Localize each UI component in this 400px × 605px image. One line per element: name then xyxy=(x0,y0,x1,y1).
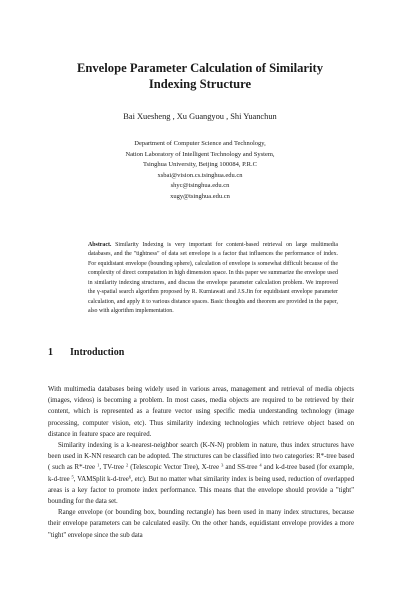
text-run: and k-d-tree based (for example, k-d-tree xyxy=(48,464,354,483)
citation-superscript: 5 xyxy=(71,474,74,480)
email-address: xugy@tsinghua.edu.cn xyxy=(170,192,230,200)
citation-superscript: 4 xyxy=(259,462,262,468)
paragraph: Range envelope (or bounding box, bounding rectangle) has been used in many index structures, because their envelope parameters can be calculated easily. On the other hands, equidistant envelope provides a more "tight" envelope since the sub data xyxy=(48,509,354,539)
text-run: (Telescopic Vector Tree), X-tree xyxy=(128,464,222,472)
text-run: , TV-tree xyxy=(99,464,126,472)
citation-superscript: 1 xyxy=(97,462,100,468)
title-line-2: Indexing Structure xyxy=(148,77,252,91)
section-number: 1 xyxy=(48,347,53,358)
author-list: Bai Xuesheng , Xu Guangyou , Shi Yuanchun xyxy=(123,112,277,121)
body-text xyxy=(48,384,354,541)
text-run: , VAMSplit k-d-tree xyxy=(73,475,129,483)
affiliation-line: Department of Computer Science and Technology, xyxy=(134,140,266,147)
citation-superscript: 2 xyxy=(125,462,129,468)
email-address: xsbai@vision.cs.tsinghua.edu.cn xyxy=(157,171,243,179)
citation-superscript: 6 xyxy=(128,474,132,480)
abstract xyxy=(88,241,338,317)
affiliation-line: Tsinghua University, Beijing 100084, P.R.C xyxy=(143,161,257,169)
abstract-label: Abstract. xyxy=(88,242,112,248)
paragraph: With multimedia databases being widely used in various areas, management and retrieval of media objects (images, videos) is becoming a problem. In most cases, media objects are required to be retrieved by their content, which is represented as a feature vector using specific media understanding technology (image processing, computer vision, etc). Thus similarity indexing technologies which retrieve object based on distance in feature space are required. xyxy=(48,386,354,438)
text-run: and SS-tree xyxy=(223,464,260,472)
abstract-text: Similarity Indexing is very important for content-based retrieval on large multimedia databases, and the "tightness" of data set envelope is a factor that influences the performance of index. For equidistant envelope (bounding sphere), calculation of envelope is somewhat difficult because of the complexity of direct computation in high dimension space. In this paper we summarize the envelope used in similarity indexing structures, and discuss the envelope parameter calculation problem. We improved the γ-spatial search algorithm proposed by R. Kurniawati and J.S.Jin for equidistant envelope parameter calculation, and apply it to various distance spaces. Basic thoughts and theorem are provided in the paper, also with algorithm implementation. xyxy=(88,242,338,315)
paper-title xyxy=(60,60,340,92)
citation-superscript: 3 xyxy=(221,462,224,468)
section-title: Introduction xyxy=(70,347,125,358)
affiliation-block xyxy=(40,139,360,203)
affiliation-line: Nation Laboratory of Intelligent Technology and System, xyxy=(125,150,275,158)
section-heading xyxy=(48,347,348,359)
email-address: shyc@tsinghua.edu.cn xyxy=(170,182,230,190)
paragraph xyxy=(48,440,354,507)
text-run: Similarity indexing is a k-nearest-neighbor search (K-N-N) problem in nature, thus index structures have been used in K-NN research can be adopted. The structures can be classified into two categories: R*-tree based ( such as R*-tree xyxy=(48,442,354,472)
title-line-1: Envelope Parameter Calculation of Similarity xyxy=(76,61,323,75)
text-run: , etc). But no matter what similarity index is being used, reduction of overlapped areas is a key factor to promote index performance. This means that the envelope should provide a "tight" bounding for the data set. xyxy=(48,475,354,506)
